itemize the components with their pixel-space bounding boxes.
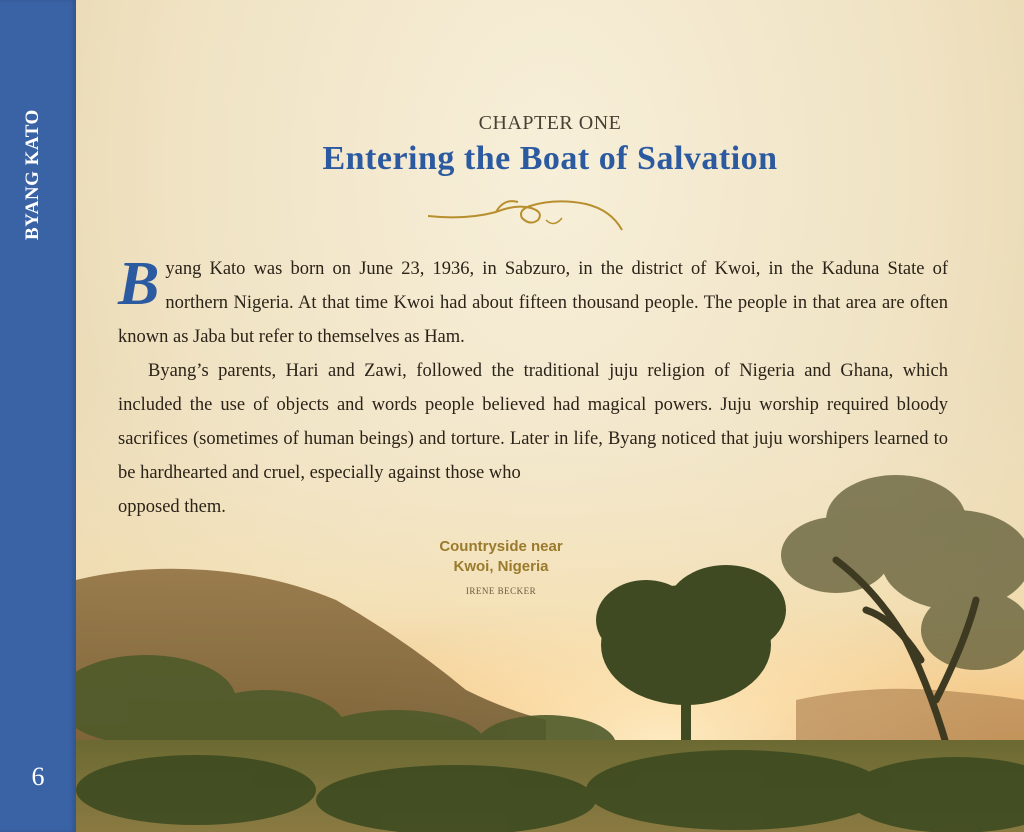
paragraph-1 [118, 252, 948, 354]
sidebar [0, 0, 76, 832]
chapter-title: Entering the Boat of Salvation [322, 140, 778, 177]
drop-cap: B [118, 250, 160, 318]
chapter-label: CHAPTER ONE [478, 112, 622, 134]
paragraph-2 [118, 354, 948, 524]
page-content [76, 0, 1024, 832]
paragraph-2-text: Byang’s parents, Hari and Zawi, followed the traditional juju religion of Nigeria and Ghana, which included the use of objects and words people believed had magical powers. Juju worship required bloody sacrifices (sometimes of human beings) and torture. Later in life, Byang noticed that juju worshipers learned to be hardhearted and cruel, especially against those who [118, 361, 948, 483]
photo-caption-line-1: Countryside near [439, 538, 563, 555]
photo-caption [376, 537, 626, 577]
paragraph-2-end: opposed them. [118, 497, 226, 517]
page-number: 6 [31, 762, 45, 791]
photo-credit: IRENE BECKER [465, 586, 537, 596]
photo-caption-line-2: Kwoi, Nigeria [453, 558, 549, 575]
ornament-flourish-icon [426, 190, 626, 234]
paragraph-1-text: yang Kato was born on June 23, 1936, in Sabzuro, in the district of Kwoi, in the Kaduna State of northern Nigeria. At that time Kwoi had about fifteen thousand people. The people in that area are often known as Jaba but refer to themselves as Ham. [118, 259, 948, 347]
running-head [22, 40, 54, 240]
chapter-body [118, 252, 948, 524]
running-head-text: BYANG KATO [22, 109, 43, 240]
